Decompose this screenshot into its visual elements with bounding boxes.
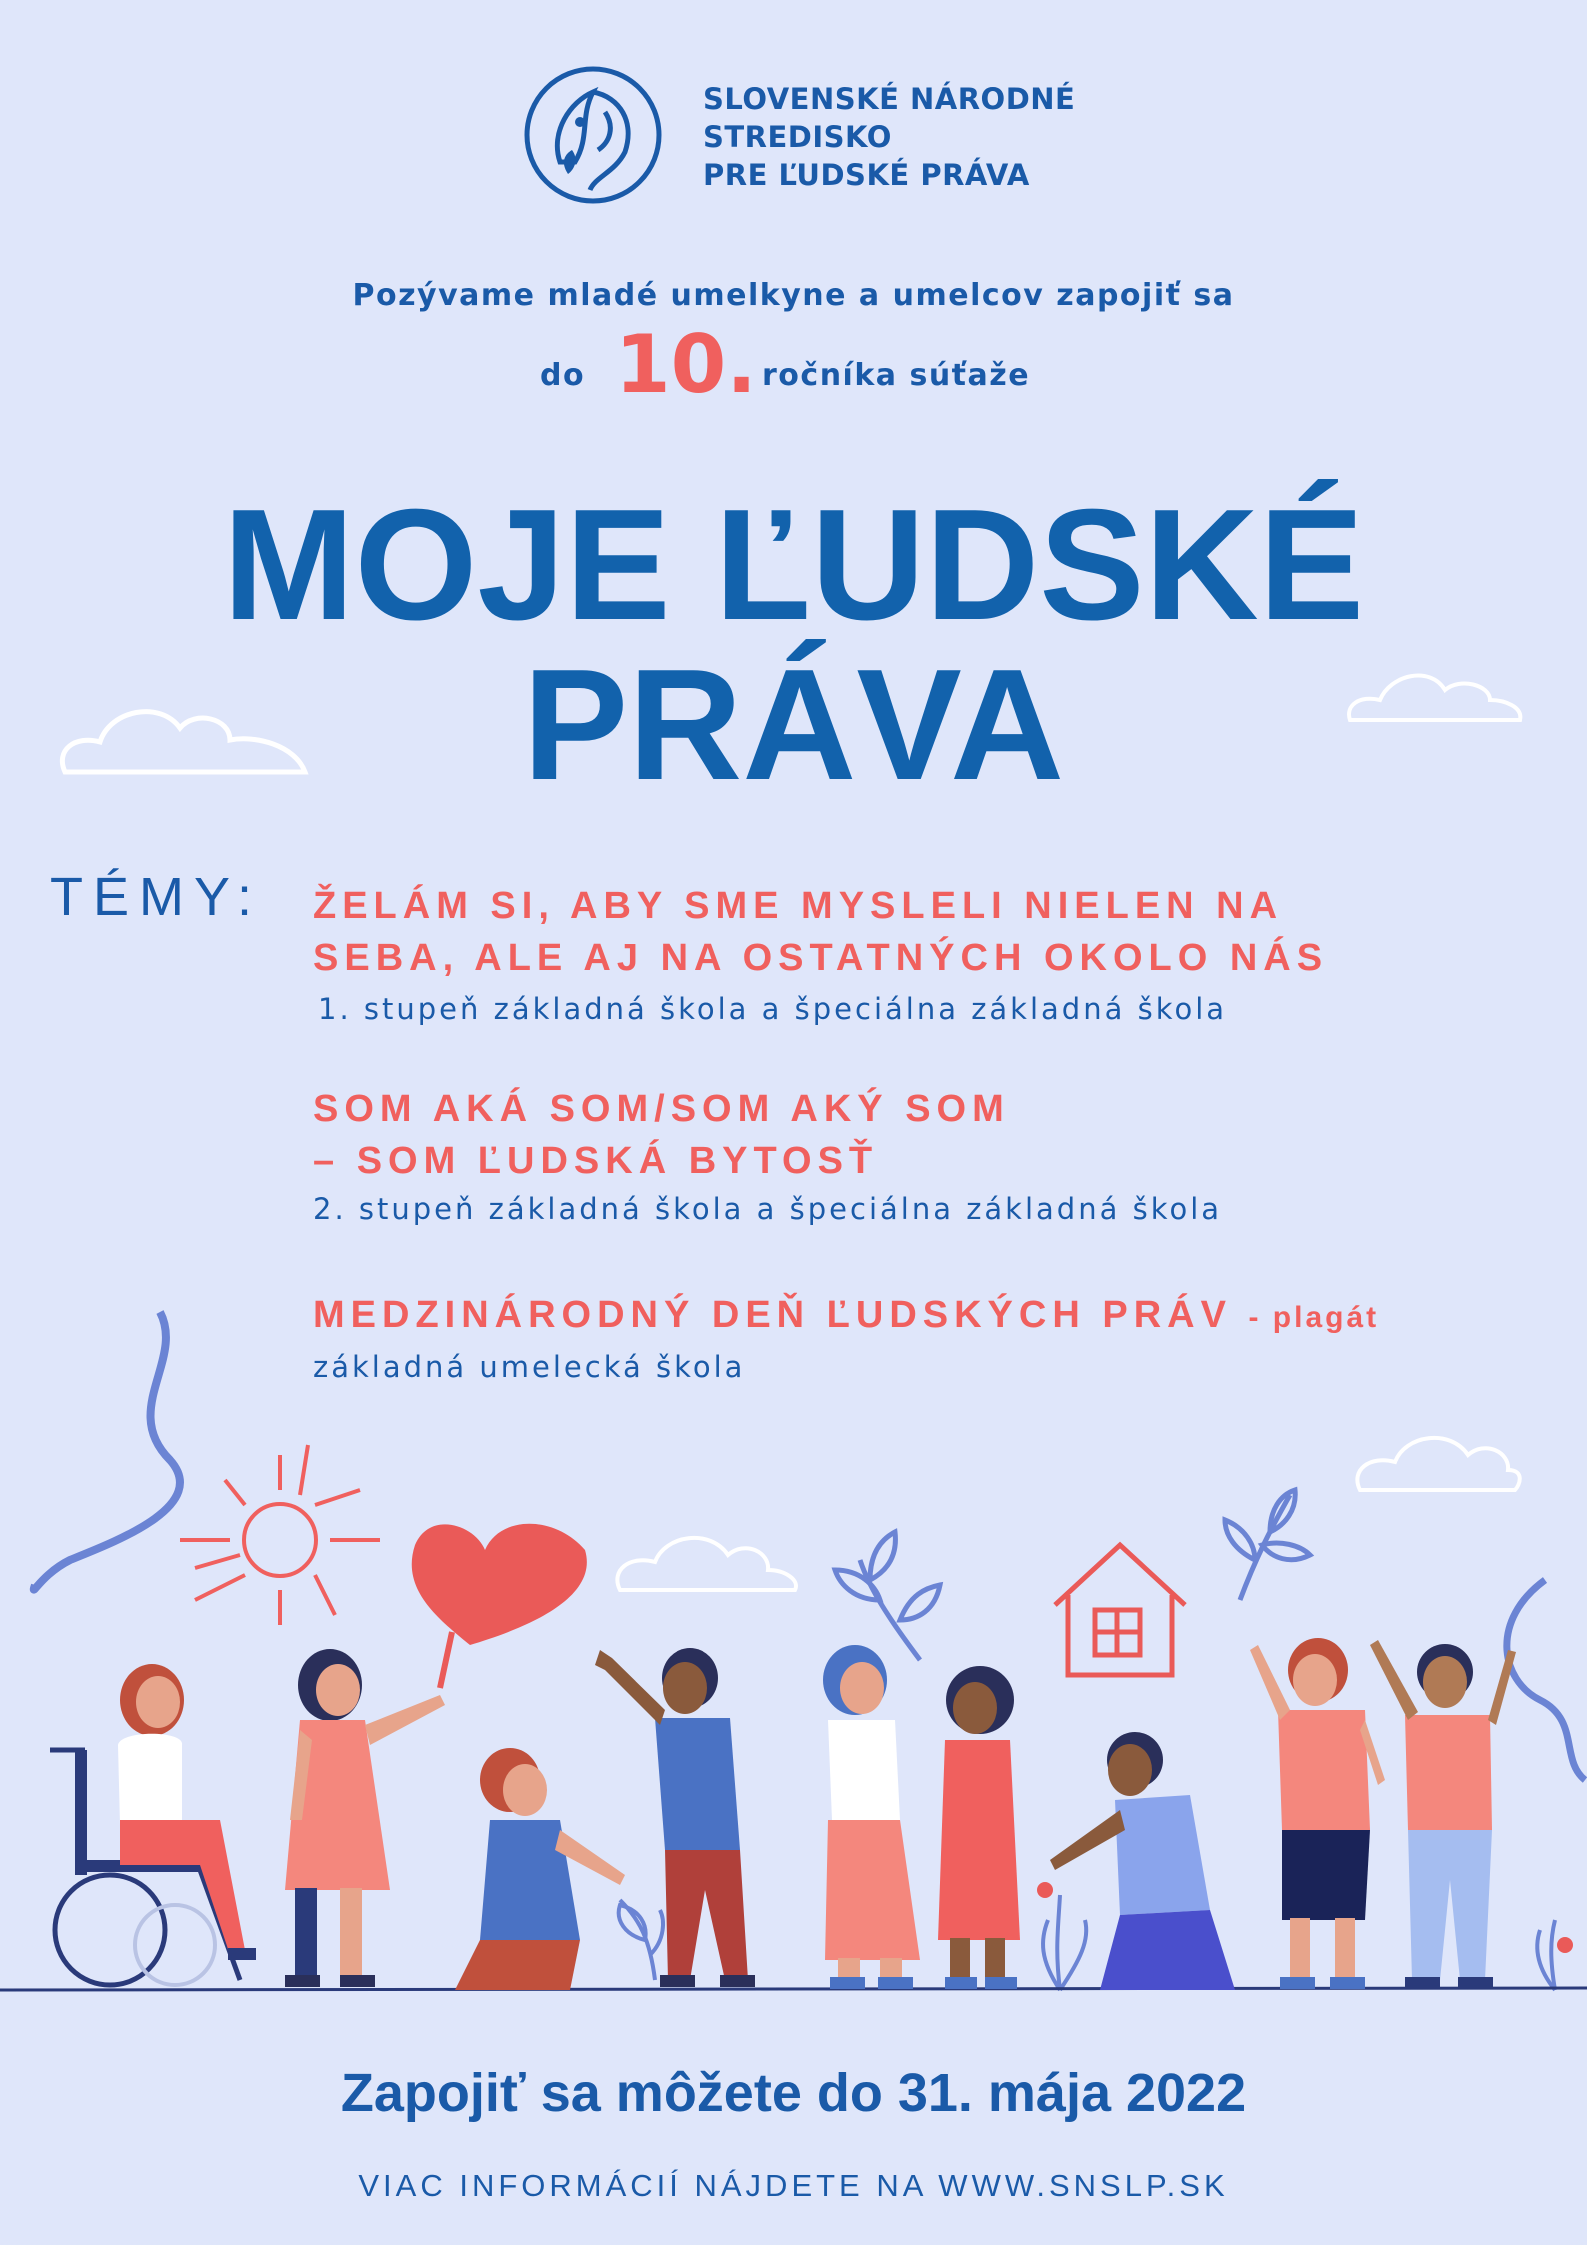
sun-icon <box>180 1445 380 1625</box>
children-illustration <box>0 1300 1587 2000</box>
theme-1-audience: 1. stupeň základná škola a špeciálna základná škola <box>318 992 1228 1026</box>
organization-name <box>703 80 1075 194</box>
invitation-post: ročníka súťaže <box>762 358 1031 393</box>
theme-3-heading-text: MEDZINÁRODNÝ DEŇ ĽUDSKÝCH PRÁV <box>313 1294 1232 1336</box>
theme-2-heading <box>313 1083 1010 1187</box>
org-name-line-1: SLOVENSKÉ NÁRODNÉ <box>703 82 1076 116</box>
theme-3-heading-suffix: - plagát <box>1248 1301 1380 1334</box>
swirl-decoration <box>34 1312 180 1590</box>
theme-1-heading-line-2: SEBA, ALE AJ NA OSTATNÝCH OKOLO NÁS <box>313 937 1329 979</box>
page-title-line-1: MOJE ĽUDSKÉ <box>222 477 1365 653</box>
flower-icon <box>619 1900 663 1980</box>
org-name-line-3: PRE ĽUDSKÉ PRÁVA <box>703 158 1030 192</box>
edition-number: 10. <box>615 318 757 411</box>
child-figure <box>595 1648 755 1987</box>
child-figure <box>1370 1640 1516 1989</box>
cloud-icon <box>1345 655 1525 725</box>
more-info-link[interactable]: VIAC INFORMÁCIÍ NÁJDETE NA WWW.SNSLP.SK <box>358 2168 1229 2203</box>
invitation-line-2 <box>0 318 1587 411</box>
child-figure <box>118 1664 256 1960</box>
child-figure <box>823 1645 920 1989</box>
child-figure <box>938 1666 1020 1989</box>
deadline-text: Zapojiť sa môžete do 31. mája 2022 <box>340 2063 1247 2123</box>
invitation-pre: do <box>540 358 586 393</box>
child-figure <box>1050 1732 1235 1990</box>
flower-icon <box>1537 1920 1573 1990</box>
leaf-icon <box>835 1532 940 1660</box>
theme-2-audience: 2. stupeň základná škola a špeciálna základná škola <box>313 1192 1223 1226</box>
theme-1-heading <box>313 880 1328 984</box>
page-title-line-2: PRÁVA <box>522 637 1065 813</box>
themes-label: TÉMY: <box>50 867 263 927</box>
child-figure <box>455 1748 625 1990</box>
theme-2-heading-line-1: SOM AKÁ SOM/SOM AKÝ SOM <box>313 1088 1010 1130</box>
org-name-line-2: STREDISKO <box>703 120 892 154</box>
house-icon <box>1055 1545 1185 1675</box>
theme-2-heading-line-2: – SOM ĽUDSKÁ BYTOSŤ <box>313 1140 879 1182</box>
invitation-line-1: Pozývame mladé umelkyne a umelcov zapojiť sa <box>352 278 1235 313</box>
child-figure <box>285 1649 445 1987</box>
child-figure <box>1250 1638 1385 1989</box>
swirl-decoration <box>1507 1580 1585 1780</box>
snslp-logo-icon <box>520 62 666 208</box>
cloud-icon <box>55 680 315 780</box>
cloud-icon <box>617 1538 796 1590</box>
cloud-icon <box>1357 1438 1519 1490</box>
theme-1-heading-line-1: ŽELÁM SI, ABY SME MYSLELI NIELEN NA <box>313 885 1284 927</box>
theme-3-audience: základná umelecká škola <box>313 1350 746 1384</box>
heart-icon <box>412 1524 587 1645</box>
flower-icon <box>1037 1882 1086 1990</box>
leaf-icon <box>1225 1490 1310 1600</box>
